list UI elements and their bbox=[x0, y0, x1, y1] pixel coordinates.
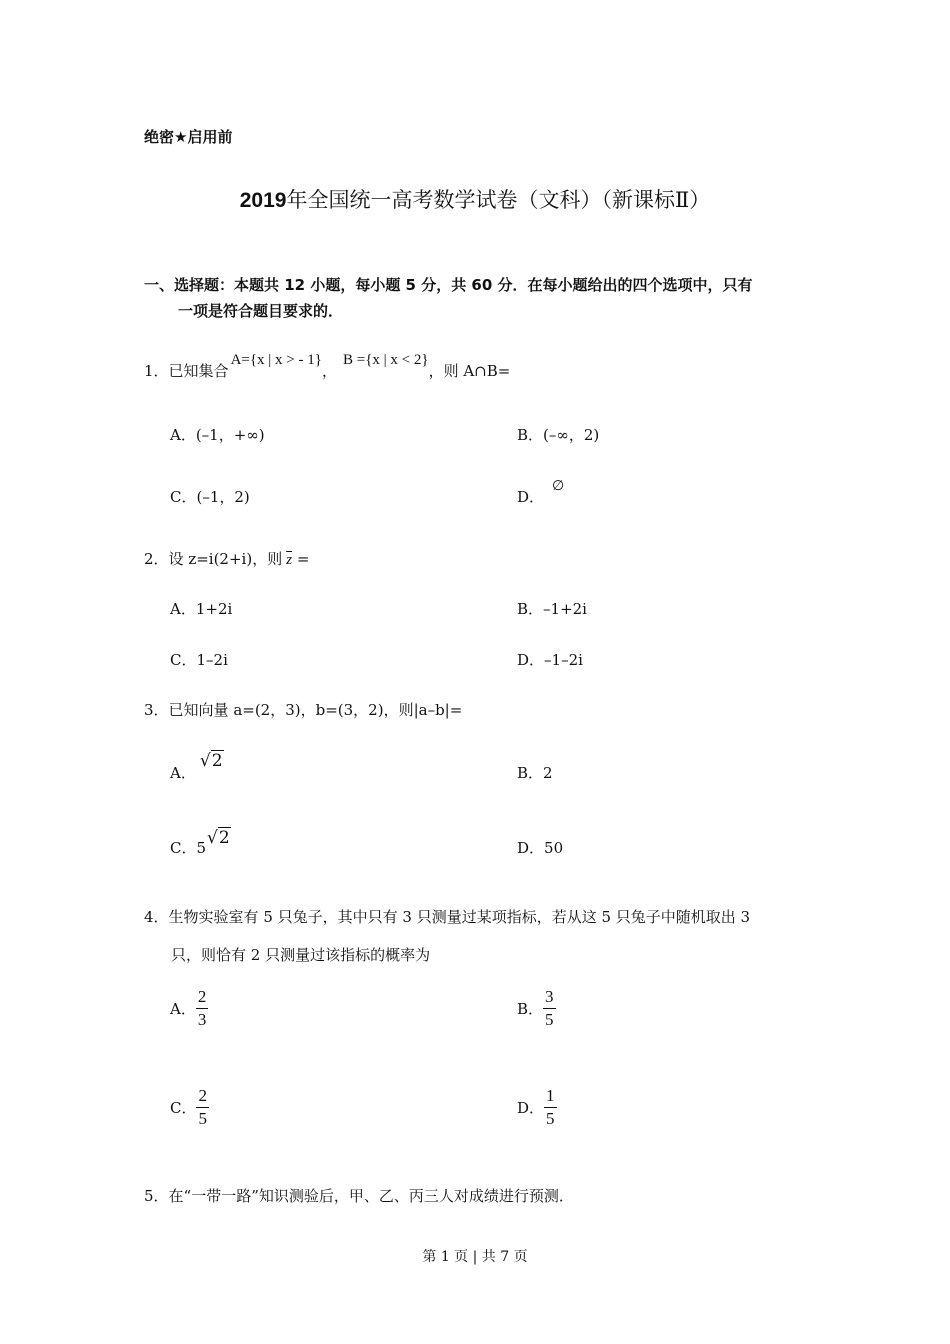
numerator: 1 bbox=[544, 1085, 557, 1108]
q1-option-d bbox=[517, 478, 565, 507]
q1-option-b: B．(–∞，2) bbox=[517, 426, 600, 444]
equals-sign: = bbox=[292, 550, 310, 568]
question-text: 已知向量 a=(2，3)，b=(3，2)，则|a–b|= bbox=[168, 701, 463, 719]
question-number: 5． bbox=[144, 1187, 169, 1205]
section-heading bbox=[144, 272, 804, 324]
question-4-stem bbox=[144, 898, 750, 974]
fraction bbox=[196, 1085, 209, 1130]
question-number: 3． bbox=[144, 701, 169, 719]
q2-option-a: A．1+2i bbox=[170, 600, 233, 618]
q4-option-b bbox=[517, 986, 556, 1031]
denominator: 5 bbox=[546, 1109, 555, 1128]
question-number: 1． bbox=[144, 362, 169, 380]
numerator: 3 bbox=[543, 986, 556, 1009]
question-number: 2． bbox=[144, 550, 169, 568]
q4-option-a bbox=[170, 986, 208, 1031]
secret-label: 绝密★启用前 bbox=[144, 128, 233, 146]
question-text: 设 z=i(2+i)，则 bbox=[168, 550, 283, 568]
coefficient: 5 bbox=[196, 839, 207, 857]
q3-option-a bbox=[170, 751, 223, 783]
sqrt-expression: √2 bbox=[207, 828, 230, 848]
fraction bbox=[196, 986, 209, 1031]
denominator: 3 bbox=[197, 1010, 207, 1029]
q2-option-d: D．–1–2i bbox=[517, 651, 583, 669]
set-a-expression: A={x | x > - 1} bbox=[230, 352, 322, 368]
z-conjugate: $\overline{z}$ bbox=[286, 552, 293, 568]
set-b-expression: B ={x | x < 2} bbox=[342, 352, 429, 368]
denominator: 5 bbox=[198, 1109, 207, 1128]
q3-option-b: B．2 bbox=[517, 764, 553, 782]
question-3-stem bbox=[144, 699, 462, 720]
section-heading-line1: 一、选择题：本题共 12 小题，每小题 5 分，共 60 分．在每小题给出的四个选项中，只有 bbox=[144, 276, 753, 294]
question-text-line1: 生物实验室有 5 只兔子，其中只有 3 只测量过某项指标，若从这 5 只兔子中随机取出 3 bbox=[168, 908, 751, 926]
option-label: C． bbox=[170, 839, 197, 857]
question-text-tail: ，则 A∩B= bbox=[428, 362, 511, 380]
option-label: B． bbox=[517, 1000, 544, 1018]
radicand: 2 bbox=[218, 828, 230, 848]
option-label: D． bbox=[517, 1099, 545, 1117]
numerator: 2 bbox=[196, 986, 209, 1009]
q2-option-b: B．–1+2i bbox=[517, 600, 587, 618]
exam-title bbox=[0, 184, 950, 214]
denominator: 5 bbox=[545, 1010, 554, 1029]
q4-option-c bbox=[170, 1085, 209, 1130]
page-number: 第 1 页 | 共 7 页 bbox=[422, 1249, 528, 1265]
option-label: A． bbox=[170, 1000, 196, 1018]
q3-option-d: D．50 bbox=[517, 839, 564, 857]
question-text: 已知集合 bbox=[168, 362, 229, 380]
q1-option-c: C．(–1，2) bbox=[170, 488, 250, 506]
q1-option-a: A．(–1，+∞) bbox=[170, 426, 265, 444]
fraction bbox=[544, 1085, 557, 1130]
title-year: 2019 bbox=[239, 189, 287, 212]
question-5-stem bbox=[144, 1185, 574, 1206]
question-text: 在“一带一路”知识测验后，甲、乙、丙三人对成绩进行预测． bbox=[168, 1187, 574, 1205]
sqrt-expression: √2 bbox=[199, 751, 223, 771]
option-label: A． bbox=[170, 764, 196, 782]
question-1-stem bbox=[144, 352, 511, 381]
q2-option-c: C．1–2i bbox=[170, 651, 228, 669]
q4-option-d bbox=[517, 1085, 557, 1130]
empty-set-symbol: ∅ bbox=[552, 478, 565, 494]
question-text-line2: 只，则恰有 2 只测量过该指标的概率为 bbox=[171, 946, 431, 964]
question-number: 4． bbox=[144, 908, 169, 926]
option-label: D． bbox=[517, 488, 545, 506]
radicand: 2 bbox=[211, 751, 223, 771]
separator: ， bbox=[321, 362, 337, 380]
q3-option-c bbox=[170, 828, 230, 858]
option-label: C． bbox=[170, 1099, 197, 1117]
section-heading-line2: 一项是符合题目要求的． bbox=[178, 302, 344, 320]
numerator: 2 bbox=[196, 1085, 209, 1108]
title-text: 年全国统一高考数学试卷（文科）（新课标Ⅱ） bbox=[286, 188, 711, 212]
fraction bbox=[543, 986, 556, 1031]
question-2-stem bbox=[144, 548, 309, 569]
